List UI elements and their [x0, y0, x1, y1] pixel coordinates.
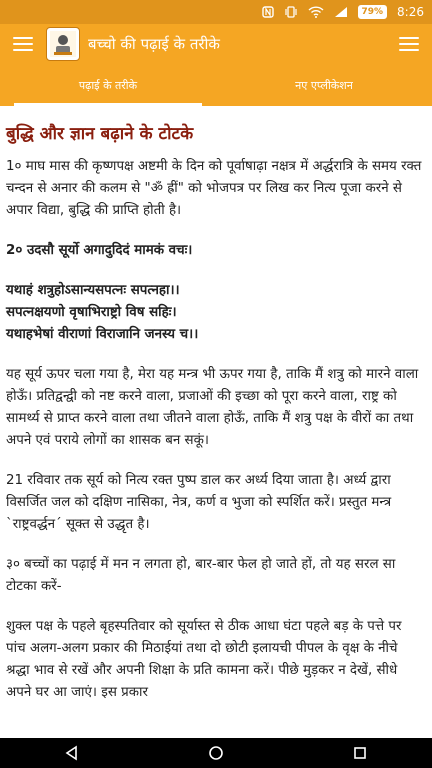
wifi-icon — [308, 6, 324, 18]
mantra-line-2: सपत्नक्षयणो वृषाभिराष्ट्रो विष सहिः। — [6, 305, 177, 320]
hamburger-icon — [13, 37, 33, 51]
app-bar — [0, 24, 432, 64]
app-title: बच्चो की पढ़ाई के तरीके — [88, 35, 220, 53]
tab-new-applications[interactable]: नए एप्लीकेशन — [295, 78, 353, 92]
tab-study-methods[interactable]: पढ़ाई के तरीके — [0, 64, 216, 106]
article-paragraph-5: ३० बच्चों का पढ़ाई में मन न लगता हो, बार-बार फेल हो जाते हों, तो यह सरल सा टोटका करें- — [6, 557, 396, 594]
recents-icon — [352, 745, 368, 761]
tab-bar — [0, 64, 432, 106]
home-button[interactable] — [196, 738, 236, 768]
home-icon — [208, 745, 224, 761]
system-nav-bar — [0, 738, 432, 768]
recents-button[interactable] — [340, 738, 380, 768]
clock: 8:26 — [397, 5, 424, 19]
mantra-line-3: यथाहभेषां वीराणां विराजानि जनस्य च।। — [6, 327, 199, 342]
back-icon — [64, 745, 80, 761]
back-button[interactable] — [52, 738, 92, 768]
article-paragraph-2: 2० उदसौ सूर्यो अगादुदिदं मामकं वचः। — [6, 243, 193, 258]
nfc-icon — [262, 6, 274, 18]
article-heading: बुद्धि और ज्ञान बढ़ाने के टोटके — [6, 124, 194, 144]
menu-icon — [399, 37, 419, 51]
vibrate-icon — [284, 6, 298, 18]
app-logo — [46, 27, 80, 61]
status-bar — [0, 0, 432, 24]
mantra-line-1: यथाहं शत्रुहोऽसान्यसपत्नः सपत्नहा।। — [6, 283, 180, 298]
article-paragraph-6: शुक्ल पक्ष के पहले बृहस्पतिवार को सूर्यास्त से ठीक आधा घंटा पहले बड़ के पत्ते पर पांच अलग-अलग प्रकार की मिठाईयां तथा दो छोटी इलायची पीपल के वृक्ष के नीचे श्रद्धा भाव से रखें और अपनी शिक्षा के प्रति कामना करें। पीछे मुड़कर न देखें, सीधे अपने घर आ जाएं। इस प्रकार — [6, 619, 402, 700]
options-menu-button[interactable] — [386, 24, 432, 64]
nav-drawer-button[interactable] — [0, 24, 46, 64]
article-paragraph-1: 1० माघ मास की कृष्णपक्ष अष्टमी के दिन को पूर्वाषाढ़ा नक्षत्र में अर्द्धरात्रि के समय रक्त चन्दन से अनार की कलम से "ॐ ह्रीं" को भोजपत्र पर लिख कर नित्य पूजा करने से अपार विद्या, बुद्धि की प्राप्ति होती है। — [6, 159, 422, 218]
battery-indicator: 79% — [358, 5, 388, 19]
article-paragraph-4: 21 रविवार तक सूर्य को नित्य रक्त पुष्प डाल कर अर्ध्य दिया जाता है। अर्ध्य द्वारा विसर्जित जल को दक्षिण नासिका, नेत्र, कर्ण व भुजा को स्पर्शित करें। प्रस्तुत मन्त्र `राष्ट्रवर्द्धन´ सूक्त से उद्धृत है। — [6, 473, 392, 532]
article-content[interactable] — [0, 106, 432, 738]
signal-icon — [334, 6, 348, 18]
mantra-block — [6, 280, 424, 346]
article-paragraph-3: यह सूर्य ऊपर चला गया है, मेरा यह मन्त्र भी ऊपर गया है, ताकि मैं शत्रु को मारने वाला होऊँ। प्रतिद्वन्द्वी को नष्ट करने वाला, प्रजाओं की इच्छा को पूरा करने वाला, राष्ट्र को सामर्थ्य से प्राप्त करने वाला तथा जीतने वाला होऊँ, ताकि मैं शत्रु पक्ष के वीरों का तथा अपने एवं पराये लोगों का शासक बन सकूं। — [6, 367, 419, 448]
